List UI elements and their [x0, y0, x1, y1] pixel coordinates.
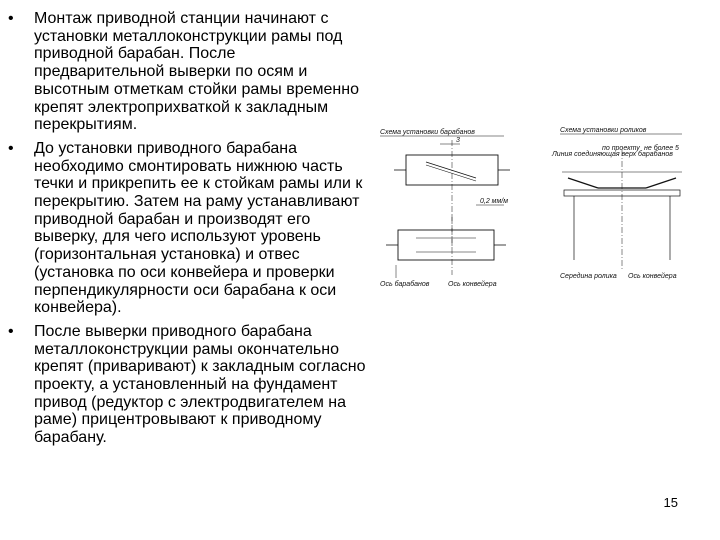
roller-drawing — [562, 150, 682, 270]
roller-middle-label: Середина ролика — [560, 273, 617, 280]
bullet-marker: • — [8, 139, 14, 157]
lower-drum-drawing — [386, 215, 506, 278]
by-project-label: по проекту — [602, 145, 640, 152]
line-label: Линия соединяющая верх барабанов — [552, 151, 673, 158]
right-title: Схема установки роликов — [560, 127, 647, 134]
bullet-marker: • — [8, 10, 14, 27]
tolerance-label: 0,2 мм/м — [480, 198, 509, 205]
bullet-list — [8, 10, 368, 453]
bullet-marker: • — [8, 322, 14, 340]
bullet-text: До установки приводного барабана необходимо смонтировать нижнюю часть течки и прикрепить ее к стойкам рамы или к перекрытию. Затем на раму устанавливают приводной барабан и производят его выверку, для чего используют уровень (горизонтальная установка) и отвес (установка по оси конвейера и проверки перпендикулярности оси барабана к оси конвейера). — [34, 139, 363, 317]
bullet-text: После выверки приводного барабана металлоконструкции рамы окончательно крепят (приваривают) к закладным согласно проекту, а установленный на фундамент привод (редуктор с электродвигателем на раме) прицентровывают к приводному барабану. — [34, 322, 366, 447]
conveyor-axis-label: Ось конвейера — [448, 281, 497, 288]
drum-axis-label: Ось барабанов — [380, 281, 430, 288]
conveyor-axis-right-label: Ось конвейера — [628, 273, 677, 280]
left-title: Схема установки барабанов — [380, 129, 475, 136]
bullet-item — [8, 323, 368, 447]
page-number: 15 — [663, 495, 678, 510]
bullet-item — [8, 140, 368, 317]
bullet-item — [8, 10, 368, 134]
upper-drum-drawing — [394, 137, 510, 250]
not-more-label: не более 5 — [644, 145, 679, 152]
dim-3-label: 3 — [456, 137, 460, 144]
installation-diagram-svg — [376, 110, 696, 300]
bullet-text: Монтаж приводной станции начинают с установки металлоконструкции рамы под приводной барабан. После предварительной выверки по осям и высотным отметкам стойки рамы временно крепят электроприхваткой к закладным перекрытиям. — [34, 10, 359, 134]
installation-diagram — [376, 110, 696, 300]
